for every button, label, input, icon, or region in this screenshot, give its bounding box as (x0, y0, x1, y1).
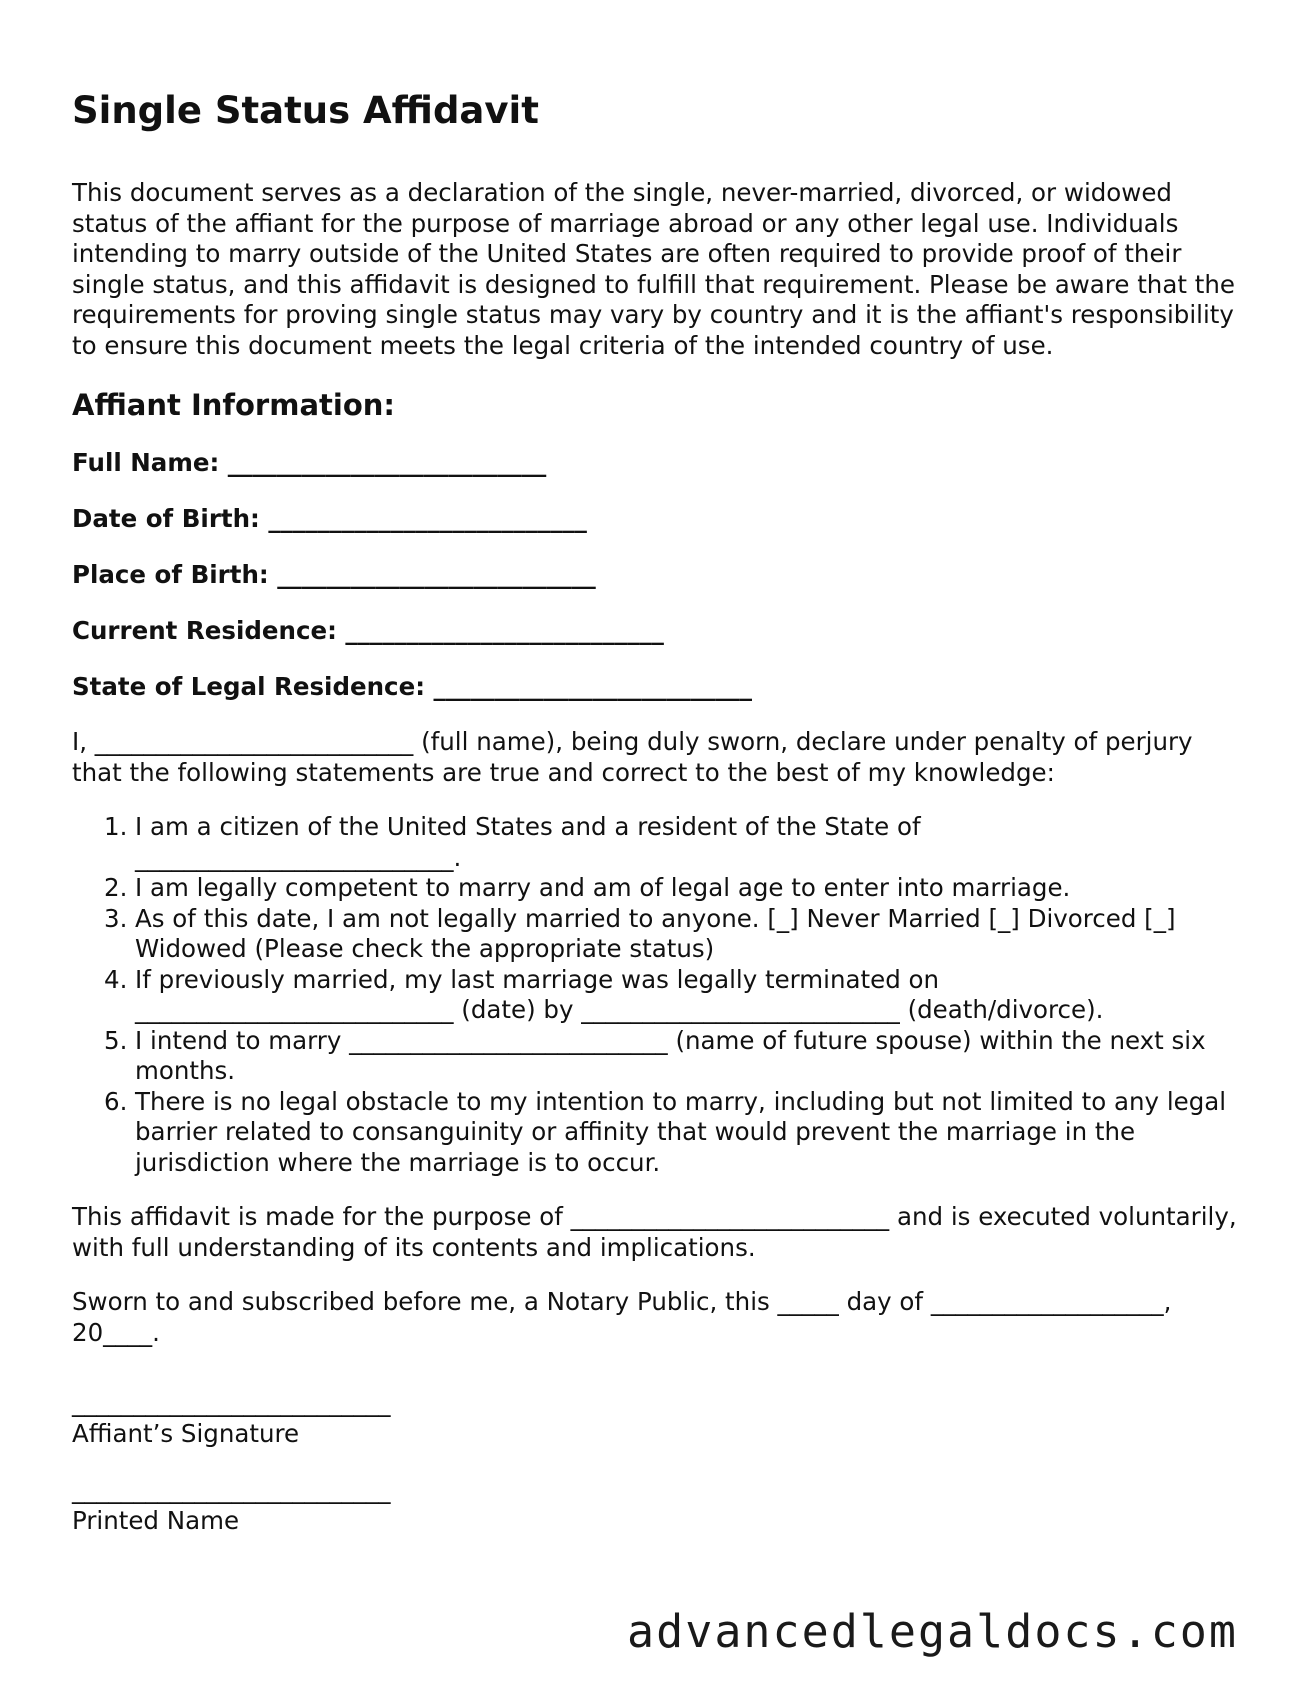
field-label: Date of Birth: (72, 504, 260, 533)
list-item (72, 904, 1242, 965)
intro-paragraph: This document serves as a declaration of the single, never-married, divorced, or widowed status of the affiant for the purpose of marriage abroad or any other legal use. Individuals intending to marry outside of the United States are often required to provide proof of their single status, and this affidavit is designed to fulfill that requirement. Please be aware that the requirements for proving single status may vary by country and it is the affiant's responsibility to ensure this document meets the legal criteria of the intended country of use. (72, 178, 1235, 360)
field-full-name[interactable] (72, 447, 1242, 479)
section-heading-affiant-info: Affiant Information: (72, 388, 395, 422)
field-blank: __________________________ (227, 448, 547, 477)
statements-list (72, 812, 1242, 1178)
field-label: State of Legal Residence: (72, 672, 425, 701)
purpose-paragraph: This affidavit is made for the purpose of __________________________ and is executed voluntarily, with full understanding of its contents and implications. (72, 1202, 1237, 1262)
field-state-of-legal-residence[interactable] (72, 671, 1242, 703)
signature-line: __________________________ (72, 1475, 391, 1504)
signature-line: __________________________ (72, 1388, 391, 1417)
declaration-paragraph: I, __________________________ (full name), being duly sworn, declare under penalty of perjury that the following statements are true and correct to the best of my knowledge: (72, 727, 1193, 787)
affidavit-page (72, 88, 1242, 1536)
list-number: 3. (104, 903, 128, 933)
list-number: 1. (104, 812, 128, 841)
list-text: I am legally competent to marry and am of legal age to enter into marriage. (135, 873, 1071, 902)
field-blank: __________________________ (433, 672, 753, 701)
printed-name-block[interactable] (72, 1475, 1242, 1536)
list-text: As of this date, I am not legally married to anyone. [_] Never Married [_] Divorced [_] Widowed (Please check the appropriate status) (135, 903, 1176, 963)
list-item (72, 965, 1242, 1026)
field-place-of-birth[interactable] (72, 559, 1242, 591)
list-text: If previously married, my last marriage was legally terminated on __________________________ (date) by __________________________ (death/divorce). (135, 964, 1104, 1024)
field-blank: __________________________ (345, 616, 664, 645)
field-label: Full Name: (72, 448, 220, 477)
list-number: 5. (104, 1025, 128, 1055)
watermark-text: advancedlegaldocs.com (627, 1605, 1238, 1658)
list-item (72, 1026, 1242, 1087)
list-item (72, 812, 1242, 873)
list-text: I am a citizen of the United States and a resident of the State of __________________________. (135, 812, 921, 872)
field-date-of-birth[interactable] (72, 503, 1242, 535)
field-label: Place of Birth: (72, 560, 269, 589)
list-number: 4. (104, 964, 128, 994)
list-number: 6. (104, 1086, 128, 1116)
list-text: There is no legal obstacle to my intention to marry, including but not limited to any legal barrier related to consanguinity or affinity that would prevent the marriage in the jurisdiction where the marriage is to occur. (135, 1086, 1227, 1177)
affiant-signature-block[interactable] (72, 1388, 1242, 1449)
notary-paragraph: Sworn to and subscribed before me, a Notary Public, this _____ day of ___________________, 20____. (72, 1287, 1172, 1347)
list-item (72, 873, 1242, 904)
signature-label: Printed Name (72, 1505, 240, 1535)
list-text: I intend to marry __________________________ (name of future spouse) within the next six months. (135, 1025, 1206, 1085)
field-label: Current Residence: (72, 616, 337, 645)
list-item (72, 1087, 1242, 1179)
field-current-residence[interactable] (72, 615, 1242, 647)
field-blank: __________________________ (268, 504, 587, 533)
signature-label: Affiant’s Signature (72, 1418, 300, 1448)
field-blank: __________________________ (277, 560, 596, 589)
list-number: 2. (104, 873, 128, 902)
document-title: Single Status Affidavit (72, 89, 539, 132)
